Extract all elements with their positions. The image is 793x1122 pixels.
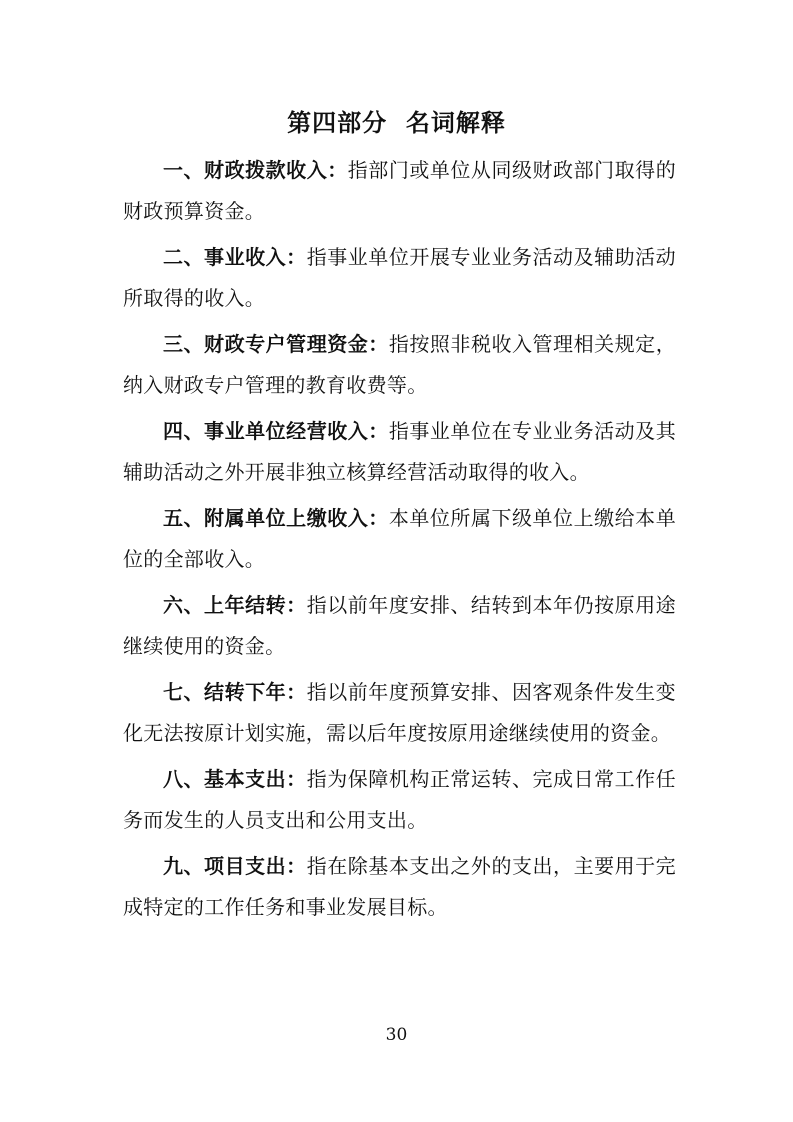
definition-text: 指事业单位开展专业业务活动及辅助活动所取得的收入。 xyxy=(123,245,676,310)
definition-item xyxy=(123,324,676,406)
definition-term: 三、财政专户管理资金： xyxy=(163,332,389,356)
page-title: 第四部分 名词解释 xyxy=(287,109,506,137)
definition-term: 七、结转下年： xyxy=(163,680,307,704)
definition-item xyxy=(123,672,676,754)
definition-term: 二、事业收入： xyxy=(163,245,307,269)
definition-list xyxy=(123,150,676,933)
definition-text: 指事业单位在专业业务活动及其辅助活动之外开展非独立核算经营活动取得的收入。 xyxy=(123,419,676,484)
definition-term: 六、上年结转： xyxy=(163,593,307,617)
definition-item xyxy=(123,150,676,232)
definition-text: 指部门或单位从同级财政部门取得的财政预算资金。 xyxy=(123,158,676,223)
definition-text: 本单位所属下级单位上缴给本单位的全部收入。 xyxy=(123,506,676,571)
definition-text: 指以前年度预算安排、因客观条件发生变化无法按原计划实施，需以后年度按原用途继续使用的资金。 xyxy=(123,680,676,745)
definition-text: 指按照非税收入管理相关规定，纳入财政专户管理的教育收费等。 xyxy=(123,332,676,397)
definition-term: 五、附属单位上缴收入： xyxy=(163,506,389,530)
definition-term: 一、财政拨款收入： xyxy=(163,158,348,182)
definition-item xyxy=(123,237,676,319)
definition-term: 九、项目支出： xyxy=(163,854,307,878)
definition-item xyxy=(123,759,676,841)
definition-text: 指为保障机构正常运转、完成日常工作任务而发生的人员支出和公用支出。 xyxy=(123,767,676,832)
page-number: 30 xyxy=(385,1025,408,1045)
definition-item xyxy=(123,411,676,493)
definition-text: 指在除基本支出之外的支出，主要用于完成特定的工作任务和事业发展目标。 xyxy=(123,854,676,919)
definition-term: 四、事业单位经营收入： xyxy=(163,419,389,443)
definition-item xyxy=(123,585,676,667)
definition-term: 八、基本支出： xyxy=(163,767,307,791)
definition-text: 指以前年度安排、结转到本年仍按原用途继续使用的资金。 xyxy=(123,593,676,658)
definition-item xyxy=(123,498,676,580)
definition-item xyxy=(123,846,676,928)
